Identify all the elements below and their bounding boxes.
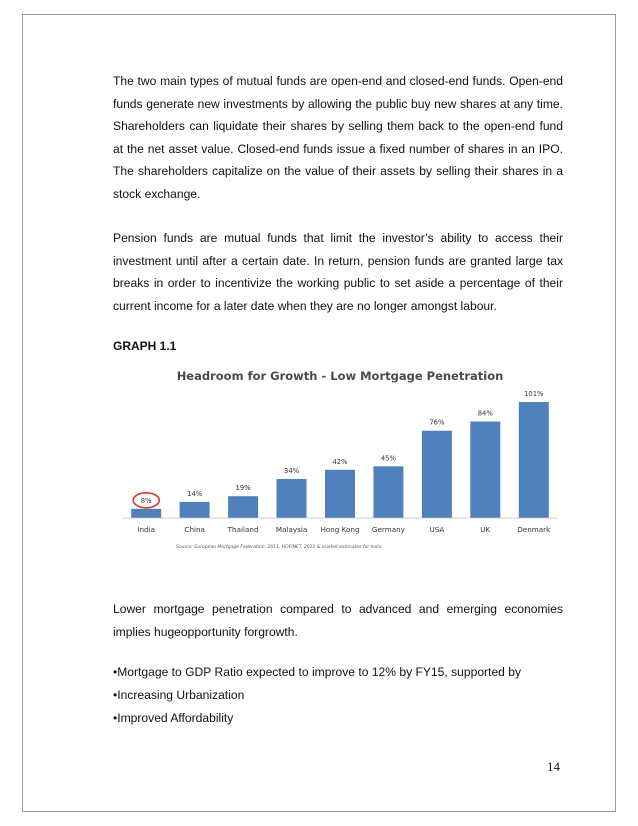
bar-thailand — [228, 496, 258, 518]
bar-germany — [373, 466, 403, 518]
category-label-germany: Germany — [371, 525, 405, 534]
mortgage-penetration-chart — [118, 360, 562, 558]
category-label-india: India — [137, 525, 156, 534]
bar-denmark — [519, 402, 549, 518]
paragraph-pension-funds: Pension funds are mutual funds that limit the investor’s ability to access their investment until after a certain date. In return, pension funds are granted large tax breaks in order to incentivize the working public to set aside a percentage of their current income for a later date when they are no longer amongst labour. — [113, 231, 563, 313]
bullet-affordability: •Improved Affordability — [113, 711, 234, 725]
value-label-china: 14% — [187, 489, 203, 498]
bar-usa — [422, 431, 452, 518]
category-label-usa: USA — [429, 525, 445, 534]
category-label-uk: UK — [480, 525, 491, 534]
category-labels-layer — [137, 525, 551, 534]
bar-china — [180, 502, 210, 518]
bullet-urbanization: •Increasing Urbanization — [113, 688, 245, 702]
chart-title: Headroom for Growth - Low Mortgage Penetration — [176, 369, 504, 383]
category-label-denmark: Denmark — [517, 525, 551, 534]
value-label-malaysia: 34% — [284, 467, 300, 475]
value-label-germany: 45% — [380, 454, 396, 463]
page-number: 14 — [547, 759, 560, 774]
value-label-uk: 84% — [477, 409, 493, 418]
bar-hong-kong — [325, 470, 355, 518]
value-label-denmark: 101% — [524, 390, 544, 398]
paragraph-mortgage-penetration: Lower mortgage penetration compared to advanced and emerging economies implies hugeopportunity forgrowth. — [113, 602, 563, 639]
value-label-thailand: 19% — [235, 484, 251, 493]
bar-india — [131, 509, 161, 518]
category-label-thailand: Thailand — [227, 525, 259, 534]
graph-heading: GRAPH 1.1 — [113, 339, 177, 353]
chart-source: Source: European Mortgage Federation, 2011, HOFINET, 2011 & market estimates for India — [176, 545, 382, 550]
category-label-china: China — [184, 525, 205, 534]
category-label-hong-kong: Hong Kong — [320, 525, 360, 534]
bar-uk — [470, 422, 500, 519]
value-label-usa: 76% — [429, 418, 445, 427]
bar-malaysia — [277, 479, 307, 518]
chart-svg — [118, 360, 562, 558]
value-label-hong-kong: 42% — [332, 457, 348, 466]
value-label-india: 8% — [140, 496, 152, 505]
category-label-malaysia: Malaysia — [275, 525, 308, 534]
paragraph-mutual-funds: The two main types of mutual funds are open-end and closed-end funds. Open-end funds generate new investments by allowing the public buy new shares at any time. Shareholders can liquidate their shares by selling them back to the open-end fund at the net asset value. Closed-end funds issue a fixed number of shares in an IPO. The shareholders capitalize on the value of their assets by selling their shares in a stock exchange. — [113, 74, 563, 201]
bullet-mortgage-gdp: •Mortgage to GDP Ratio expected to improve to 12% by FY15, supported by — [113, 665, 522, 679]
